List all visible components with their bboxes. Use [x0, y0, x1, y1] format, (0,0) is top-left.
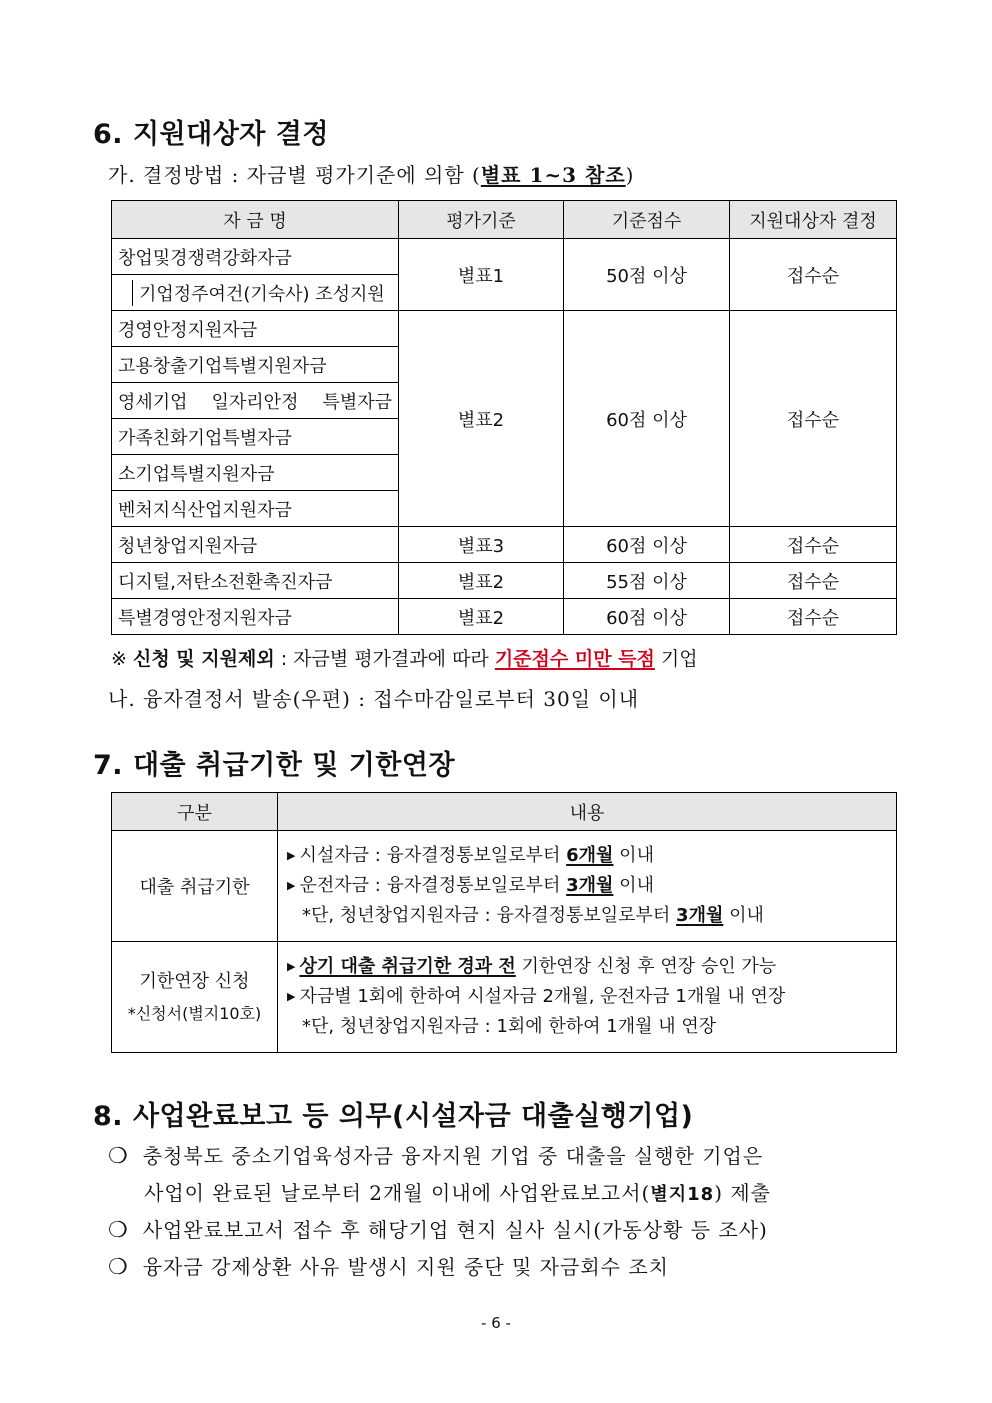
score-cell: 55점 이상 [564, 563, 730, 599]
bullet-item: ❍ 사업완료보고서 접수 후 해당기업 현지 실사 실시(가동상황 등 조사) [108, 1218, 768, 1243]
table-header-row [112, 793, 897, 831]
note-bold: 신청 및 지원제외 [132, 648, 275, 670]
table-row [112, 239, 897, 275]
criteria-cell: 별표2 [399, 311, 564, 527]
fund-name: 영세기업 일자리안정 특별자금 [112, 383, 399, 419]
fund-name-sub: 기업정주여건(기숙사) 조성지원 [112, 275, 399, 311]
fund-name: 창업및경쟁력강화자금 [112, 239, 399, 275]
row-content: ▶ 시설자금 : 융자결정통보일로부터 6개월 이내 ▶ 운전자금 : 융자결정통보일로부터 3개월 이내 *단, 청년창업지원자금 : 융자결정통보일로부터 3개월 이내 [278, 831, 897, 942]
loan-period-table [111, 792, 897, 1053]
page-number: - 6 - [481, 1314, 511, 1332]
score-cell: 60점 이상 [564, 311, 730, 527]
table-row [112, 831, 897, 942]
fund-name: 고용창출기업특별지원자금 [112, 347, 399, 383]
decision-cell: 접수순 [730, 311, 897, 527]
fund-name: 디지털,저탄소전환촉진자금 [112, 563, 399, 599]
col-header-criteria: 평가기준 [399, 201, 564, 239]
decision-cell: 접수순 [730, 599, 897, 635]
col-header-score: 기준점수 [564, 201, 730, 239]
table-header-row [112, 201, 897, 239]
circle-bullet-icon: ❍ [108, 1144, 129, 1169]
method-suffix: ) [625, 163, 635, 187]
col-header-category: 구분 [112, 793, 278, 831]
col-header-decision: 지원대상자 결정 [730, 201, 897, 239]
method-text: 가. 결정방법 : 자금별 평가기준에 의함 ( [108, 163, 481, 187]
criteria-cell: 별표2 [399, 599, 564, 635]
selection-table [111, 200, 897, 635]
table-row [112, 563, 897, 599]
dispatch-line: 나. 융자결정서 발송(우편) : 접수마감일로부터 30일 이내 [108, 687, 640, 711]
score-cell: 60점 이상 [564, 527, 730, 563]
circle-bullet-icon: ❍ [108, 1255, 129, 1280]
row-content: ▶ 상기 대출 취급기한 경과 전 기한연장 신청 후 연장 승인 가능 ▶ 자금별 1회에 한하여 시설자금 2개월, 운전자금 1개월 내 연장 *단, 청년창업지원자금 : 1회에 한하여 1개월 내 연장 [278, 942, 897, 1053]
table-row [112, 599, 897, 635]
fund-name: 소기업특별지원자금 [112, 455, 399, 491]
row-label [112, 942, 278, 1053]
decision-cell: 접수순 [730, 563, 897, 599]
bullet-item: ❍ 융자금 강제상환 사유 발생시 지원 중단 및 자금회수 조치 [108, 1255, 669, 1280]
row-label-main: 기한연장 신청 [139, 971, 250, 992]
bullet-continuation: 사업이 완료된 날로부터 2개월 이내에 사업완료보고서(별지18) 제출 [144, 1181, 771, 1205]
fund-name: 경영안정지원자금 [112, 311, 399, 347]
circle-bullet-icon: ❍ [108, 1218, 129, 1243]
table-row [112, 311, 897, 347]
col-header-fund: 자 금 명 [112, 201, 399, 239]
row-label: 대출 취급기한 [112, 831, 278, 942]
score-cell: 60점 이상 [564, 599, 730, 635]
criteria-cell: 별표3 [399, 527, 564, 563]
note-mark: ※ [111, 648, 127, 670]
note-mid: : 자금별 평가결과에 따라 [274, 648, 495, 670]
fund-name: 특별경영안정지원자금 [112, 599, 399, 635]
exclusion-note [111, 644, 698, 671]
note-red: 기준점수 미만 득점 [494, 648, 655, 670]
section8-heading: 8. 사업완료보고 등 의무(시설자금 대출실행기업) [93, 1101, 694, 1132]
criteria-cell: 별표1 [399, 239, 564, 311]
decision-cell: 접수순 [730, 239, 897, 311]
section6-heading: 6. 지원대상자 결정 [93, 119, 329, 150]
fund-name: 청년창업지원자금 [112, 527, 399, 563]
method-ref: 별표 1~3 참조 [480, 163, 626, 187]
bullet-item: ❍ 충청북도 중소기업육성자금 융자지원 기업 중 대출을 실행한 기업은 [108, 1144, 764, 1169]
table-row [112, 942, 897, 1053]
method-line [108, 159, 634, 188]
fund-name: 벤처지식산업지원자금 [112, 491, 399, 527]
table-row [112, 527, 897, 563]
col-header-content: 내용 [278, 793, 897, 831]
fund-name: 가족친화기업특별자금 [112, 419, 399, 455]
criteria-cell: 별표2 [399, 563, 564, 599]
note-end: 기업 [654, 648, 698, 670]
decision-cell: 접수순 [730, 527, 897, 563]
section7-heading: 7. 대출 취급기한 및 기한연장 [93, 750, 456, 781]
row-label-sub: *신청서(별지10호) [127, 1004, 262, 1023]
score-cell: 50점 이상 [564, 239, 730, 311]
